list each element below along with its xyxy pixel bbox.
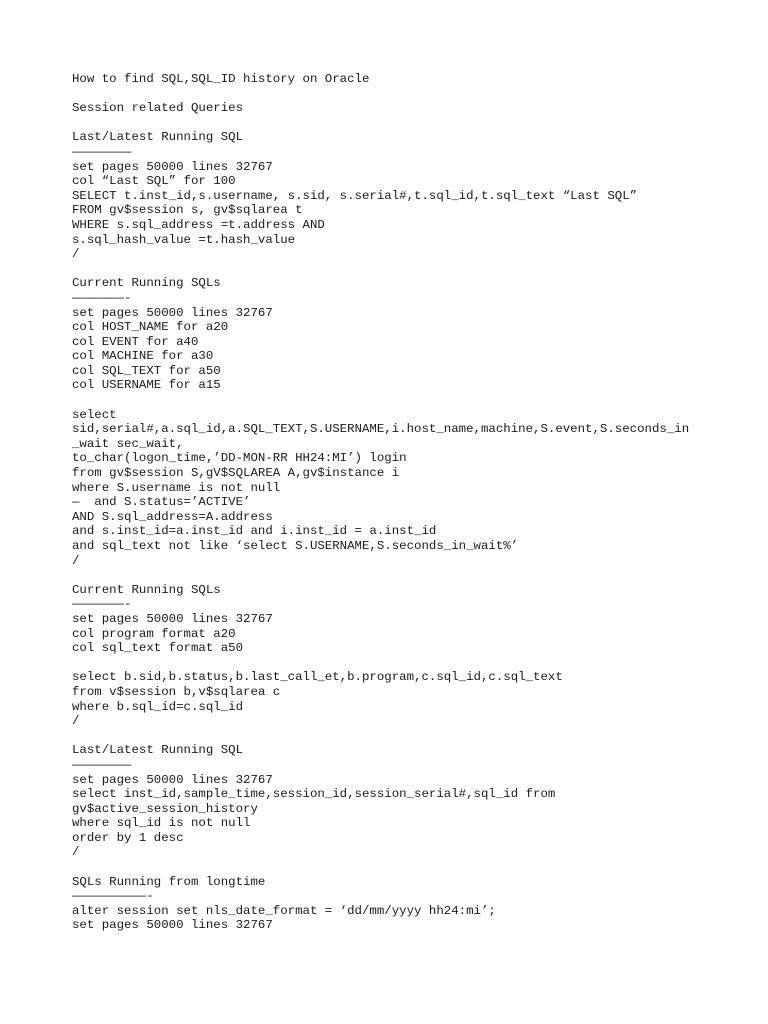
text-line: AND S.sql_address=A.address [72,509,273,524]
text-line: col program format a20 [72,626,236,641]
text-line: / [72,247,80,262]
text-line: SELECT t.inst_id,s.username, s.sid, s.serial#,t.sql_id,t.sql_text “Last SQL” [72,188,638,203]
text-line: Last/Latest Running SQL [72,743,244,758]
text-line: col sql_text format a50 [72,641,244,656]
text-line: SQLs Running from longtime [72,874,266,889]
text-line: How to find SQL,SQL_ID history on Oracle [72,72,370,86]
text-line: col SQL_TEXT for a50 [72,363,221,378]
text-line: sid,serial#,a.sql_id,a.SQL_TEXT,S.USERNAME,i.host_name,machine,S.event,S.seconds_in [72,422,690,437]
blank-line [72,656,732,671]
blank-line [72,729,732,744]
text-line: set pages 50000 lines 32767 [72,918,273,933]
text-line: Session related Queries [72,101,244,116]
text-line: ——————————- [72,889,154,904]
text-line: select [72,407,117,422]
text-line: col EVENT for a40 [72,334,199,349]
text-line: s.sql_hash_value =t.hash_value [72,232,296,247]
text-line: / [72,553,80,568]
text-line: ———————- [72,290,132,305]
text-line: set pages 50000 lines 32767 [72,305,273,320]
blank-line [72,116,732,131]
text-line: WHERE s.sql_address =t.address AND [72,217,325,232]
text-line: ———————— [72,144,132,159]
text-line: Current Running SQLs [72,276,221,291]
text-line: to_char(logon_time,’DD-MON-RR HH24:MI’) login [72,451,407,466]
text-line: where b.sql_id=c.sql_id [72,699,244,714]
text-line: FROM gv$session s, gv$sqlarea t [72,203,303,218]
text-line: and sql_text not like ‘select S.USERNAME,S.seconds_in_wait%’ [72,539,519,553]
text-line: Last/Latest Running SQL [72,130,244,145]
text-line: _wait sec_wait, [72,436,184,451]
text-line: col “Last SQL” for 100 [72,174,236,189]
text-line: set pages 50000 lines 32767 [72,611,273,626]
text-line: order by 1 desc [72,830,184,845]
text-line: Current Running SQLs [72,582,221,597]
text-line: alter session set nls_date_format = ‘dd/mm/yyyy hh24:mi’; [72,903,496,918]
text-line: ———————— [72,757,132,772]
text-line: col HOST_NAME for a20 [72,320,229,335]
text-line: col USERNAME for a15 [72,378,221,393]
text-line: col MACHINE for a30 [72,349,214,364]
text-line: gv$active_session_history [72,801,258,816]
text-line: — and S.status=’ACTIVE’ [72,495,251,510]
text-line: / [72,714,80,729]
text-line: select b.sid,b.status,b.last_call_et,b.program,c.sql_id,c.sql_text [72,670,563,685]
text-line: select inst_id,sample_time,session_id,session_serial#,sql_id from [72,787,556,802]
text-line: from gv$session S,gV$SQLAREA A,gv$instance i [72,466,400,481]
text-line: where sql_id is not null [72,816,251,831]
blank-line [72,568,732,583]
text-line: ———————- [72,597,132,612]
text-line: / [72,845,80,860]
blank-line [72,860,732,875]
blank-line [72,262,732,277]
document-page [72,72,732,933]
text-line: from v$session b,v$sqlarea c [72,684,281,699]
text-line: set pages 50000 lines 32767 [72,159,273,174]
text-line: where S.username is not null [72,480,281,495]
blank-line [72,87,732,102]
text-line: set pages 50000 lines 32767 [72,772,273,787]
text-line: and s.inst_id=a.inst_id and i.inst_id = a.inst_id [72,524,437,539]
blank-line [72,393,732,408]
